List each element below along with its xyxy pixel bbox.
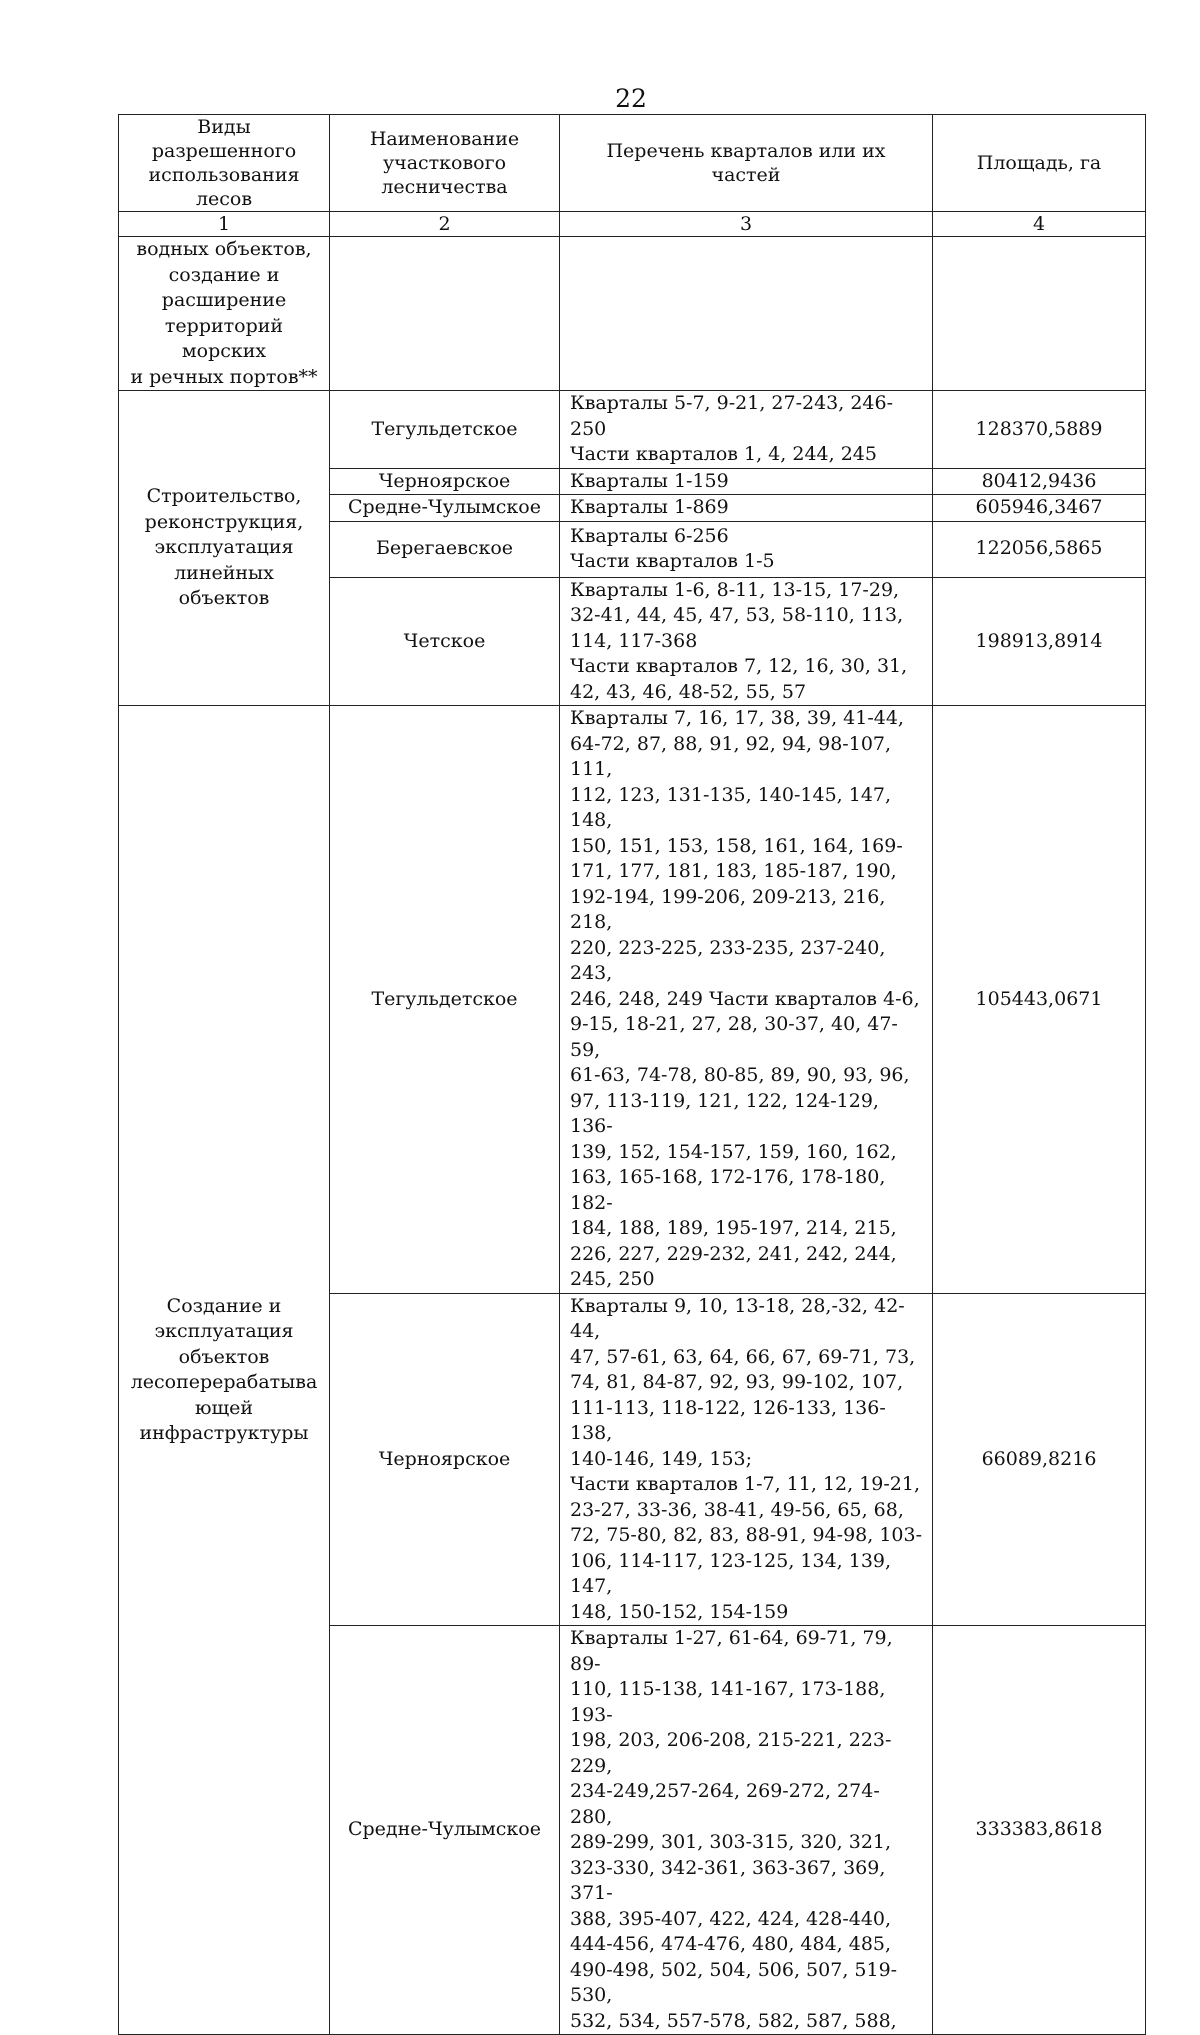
header-area: Площадь, га — [933, 115, 1146, 212]
use-type-cell: Строительство, реконструкция, эксплуатация линейных объектов — [119, 391, 330, 706]
use-type-cell: водных объектов, создание и расширение территорий морских и речных портов** — [119, 237, 330, 391]
column-number: 1 — [119, 212, 330, 237]
forestry-cell: Берегаевское — [330, 521, 560, 577]
table-row — [119, 706, 1146, 1294]
quarters-cell: Кварталы 6-256 Части кварталов 1-5 — [560, 521, 933, 577]
area-cell: 333383,8618 — [933, 1626, 1146, 2035]
table-header-row — [119, 115, 1146, 212]
table-row — [119, 391, 1146, 469]
column-number-row — [119, 212, 1146, 237]
forestry-cell: Тегульдетское — [330, 391, 560, 469]
quarters-cell: Кварталы 5-7, 9-21, 27-243, 246-250 Части кварталов 1, 4, 244, 245 — [560, 391, 933, 469]
header-quarters-list: Перечень кварталов или их частей — [560, 115, 933, 212]
quarters-cell: Кварталы 1-6, 8-11, 13-15, 17-29, 32-41, 44, 45, 47, 53, 58-110, 113, 114, 117-368 Части кварталов 7, 12, 16, 30, 31, 42, 43, 46, 48-52, 55, 57 — [560, 577, 933, 706]
forestry-cell: Средне-Чулымское — [330, 1626, 560, 2035]
page-number: 22 — [615, 84, 647, 113]
forestry-cell: Тегульдетское — [330, 706, 560, 1294]
header-use-type: Виды разрешенного использования лесов — [119, 115, 330, 212]
use-type-cell: Создание и эксплуатация объектов лесоперерабатыва ющей инфраструктуры — [119, 706, 330, 2035]
forestry-cell: Черноярское — [330, 468, 560, 495]
quarters-cell: Кварталы 7, 16, 17, 38, 39, 41-44, 64-72, 87, 88, 91, 92, 94, 98-107, 111, 112, 123, 131-135, 140-145, 147, 148, 150, 151, 153, 158, 161, 164, 169- 171, 177, 181, 183, 185-187, 190, 192-194, 199-206, 209-213, 216, 218, 220, 223-225, 233-235, 237-240, 243, 246, 248, 249 Части кварталов 4-6, 9-15, 18-21, 27, 28, 30-37, 40, 47-59, 61-63, 74-78, 80-85, 89, 90, 93, 96, 97, 113-119, 121, 122, 124-129, 136- 139, 152, 154-157, 159, 160, 162, 163, 165-168, 172-176, 178-180, 182- 184, 188, 189, 195-197, 214, 215, 226, 227, 229-232, 241, 242, 244, 245, 250 — [560, 706, 933, 1294]
quarters-cell: Кварталы 1-159 — [560, 468, 933, 495]
empty-cell — [560, 237, 933, 391]
area-cell: 66089,8216 — [933, 1293, 1146, 1626]
area-cell: 128370,5889 — [933, 391, 1146, 469]
forestry-cell: Четское — [330, 577, 560, 706]
area-cell: 80412,9436 — [933, 468, 1146, 495]
quarters-cell: Кварталы 1-27, 61-64, 69-71, 79, 89- 110, 115-138, 141-167, 173-188, 193- 198, 203, 206-208, 215-221, 223-229, 234-249,257-264, 269-272, 274-280, 289-299, 301, 303-315, 320, 321, 323-330, 342-361, 363-367, 369, 371- 388, 395-407, 422, 424, 428-440, 444-456, 474-476, 480, 484, 485, 490-498, 502, 504, 506, 507, 519-530, 532, 534, 557-578, 582, 587, 588, — [560, 1626, 933, 2035]
column-number: 3 — [560, 212, 933, 237]
column-number: 4 — [933, 212, 1146, 237]
quarters-cell: Кварталы 1-869 — [560, 495, 933, 522]
forest-use-table — [118, 114, 1146, 2035]
area-cell: 605946,3467 — [933, 495, 1146, 522]
table-row — [119, 237, 1146, 391]
header-forestry-name: Наименование участкового лесничества — [330, 115, 560, 212]
area-cell: 122056,5865 — [933, 521, 1146, 577]
forestry-cell: Средне-Чулымское — [330, 495, 560, 522]
column-number: 2 — [330, 212, 560, 237]
forestry-cell: Черноярское — [330, 1293, 560, 1626]
area-cell: 105443,0671 — [933, 706, 1146, 1294]
area-cell: 198913,8914 — [933, 577, 1146, 706]
quarters-cell: Кварталы 9, 10, 13-18, 28,-32, 42-44, 47, 57-61, 63, 64, 66, 67, 69-71, 73, 74, 81, 84-87, 92, 93, 99-102, 107, 111-113, 118-122, 126-133, 136-138, 140-146, 149, 153; Части кварталов 1-7, 11, 12, 19-21, 23-27, 33-36, 38-41, 49-56, 65, 68, 72, 75-80, 82, 83, 88-91, 94-98, 103- 106, 114-117, 123-125, 134, 139, 147, 148, 150-152, 154-159 — [560, 1293, 933, 1626]
empty-cell — [933, 237, 1146, 391]
empty-cell — [330, 237, 560, 391]
